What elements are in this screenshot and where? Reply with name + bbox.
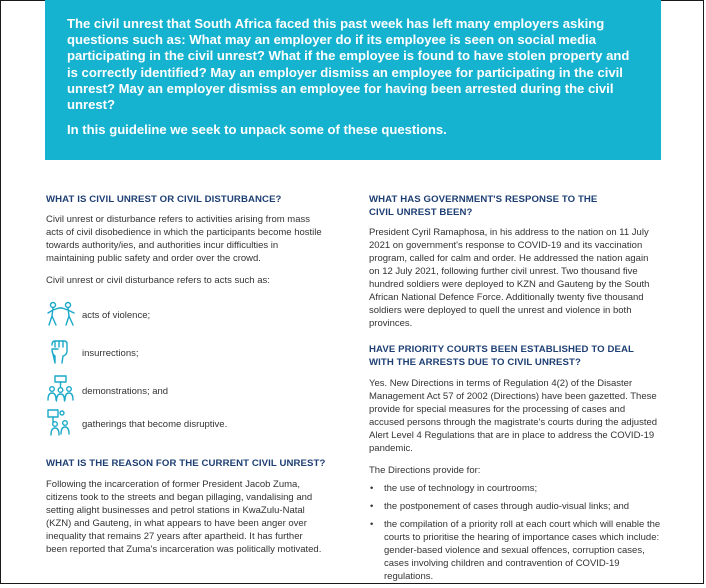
list-item: • the postponement of cases through audio-visual links; and: [369, 500, 661, 513]
act-item-insurrections: [46, 339, 328, 365]
directions-list: [369, 482, 661, 588]
heading-government-response: WHAT HAS GOVERNMENT'S RESPONSE TO THE CIVIL UNREST BEEN?: [369, 194, 598, 218]
paragraph-acts-intro: Civil unrest or civil disturbance refers to acts such as:: [46, 275, 270, 286]
list-item: • the use of technology in courtrooms;: [369, 482, 661, 495]
banner-subtitle: In this guideline we seek to unpack some of these questions.: [67, 122, 447, 138]
banner-intro-text: The civil unrest that South Africa faced this past week has left many employers asking questions such as: What may an employer do if its employee is seen on social media participating in the civil unrest? What if the employee is found to have stolen property and is correctly identified? May an employer dismiss an employee for participating in the civil unrest? May an employer dismiss an employee for having been arrested during the civil unrest?: [67, 16, 630, 113]
heading-what-is-civil-unrest: WHAT IS CIVIL UNREST OR CIVIL DISTURBANCE?: [46, 194, 282, 205]
paragraph-civil-unrest-definition: Civil unrest or disturbance refers to activities arising from mass acts of civil disobedience in which the participants become hostile towards authority/ies, and authorities incur difficulties in maintaining public safety and order over the crowd.: [46, 214, 322, 264]
act-item-violence: [46, 301, 328, 327]
paragraph-priority-courts: Yes. New Directions in terms of Regulation 4(2) of the Disaster Management Act 57 of 2002 (Directions) have been gazetted. These provide for special measures for the processing of cases and accused persons through the magistrate's courts during the adjusted Alert Level 4 Regulations that are in place to address the COVID-19 pandemic.: [369, 378, 658, 454]
gathering-sign-icon: [46, 409, 76, 437]
raised-fist-icon: [46, 339, 76, 365]
heading-priority-courts: HAVE PRIORITY COURTS BEEN ESTABLISHED TO DEAL WITH THE ARRESTS DUE TO CIVIL UNREST?: [369, 344, 634, 368]
intro-banner: [45, 0, 661, 160]
list-item: • the compilation of a priority roll at each court which will enable the courts to prioritise the hearing of importance cases which include: gender-based violence and sexual offences, corruption cases, cases involving children and contravention of COVID-19 regulations.: [369, 518, 661, 583]
protest-crowd-icon: [46, 375, 76, 403]
paragraph-reason-for-unrest: Following the incarceration of former President Jacob Zuma, citizens took to the streets and began pillaging, vandalising and setting alight businesses and petrol stations in KwaZulu-Natal (KZN) and Gauteng, in what appears to have been anger over inequality that remains 27 years after apartheid. It has further been reported that Zuma's incarceration was politically motivated.: [46, 479, 322, 555]
act-label: insurrections;: [82, 348, 139, 359]
paragraph-government-response: President Cyril Ramaphosa, in his address to the nation on 11 July 2021 on government's response to COVID-19 and its vaccination program, called for calm and order. He addressed the nation again on 12 July 2021, following further civil unrest. Two thousand five hundred soldiers were deployed to KZN and Gauteng by the South African National Defence Force. Additionally twenty five thousand soldiers were deployed to quell the unrest and violence in both provinces.: [369, 227, 650, 329]
act-label: demonstrations; and: [82, 386, 169, 397]
act-label: acts of violence;: [82, 310, 151, 321]
violence-icon: [46, 301, 76, 327]
heading-reason-for-unrest: WHAT IS THE REASON FOR THE CURRENT CIVIL UNREST?: [46, 458, 326, 469]
act-label: gatherings that become disruptive.: [82, 419, 228, 430]
act-item-demonstrations: [46, 375, 328, 401]
act-item-gatherings: [46, 409, 328, 435]
paragraph-directions-intro: The Directions provide for:: [369, 465, 481, 476]
